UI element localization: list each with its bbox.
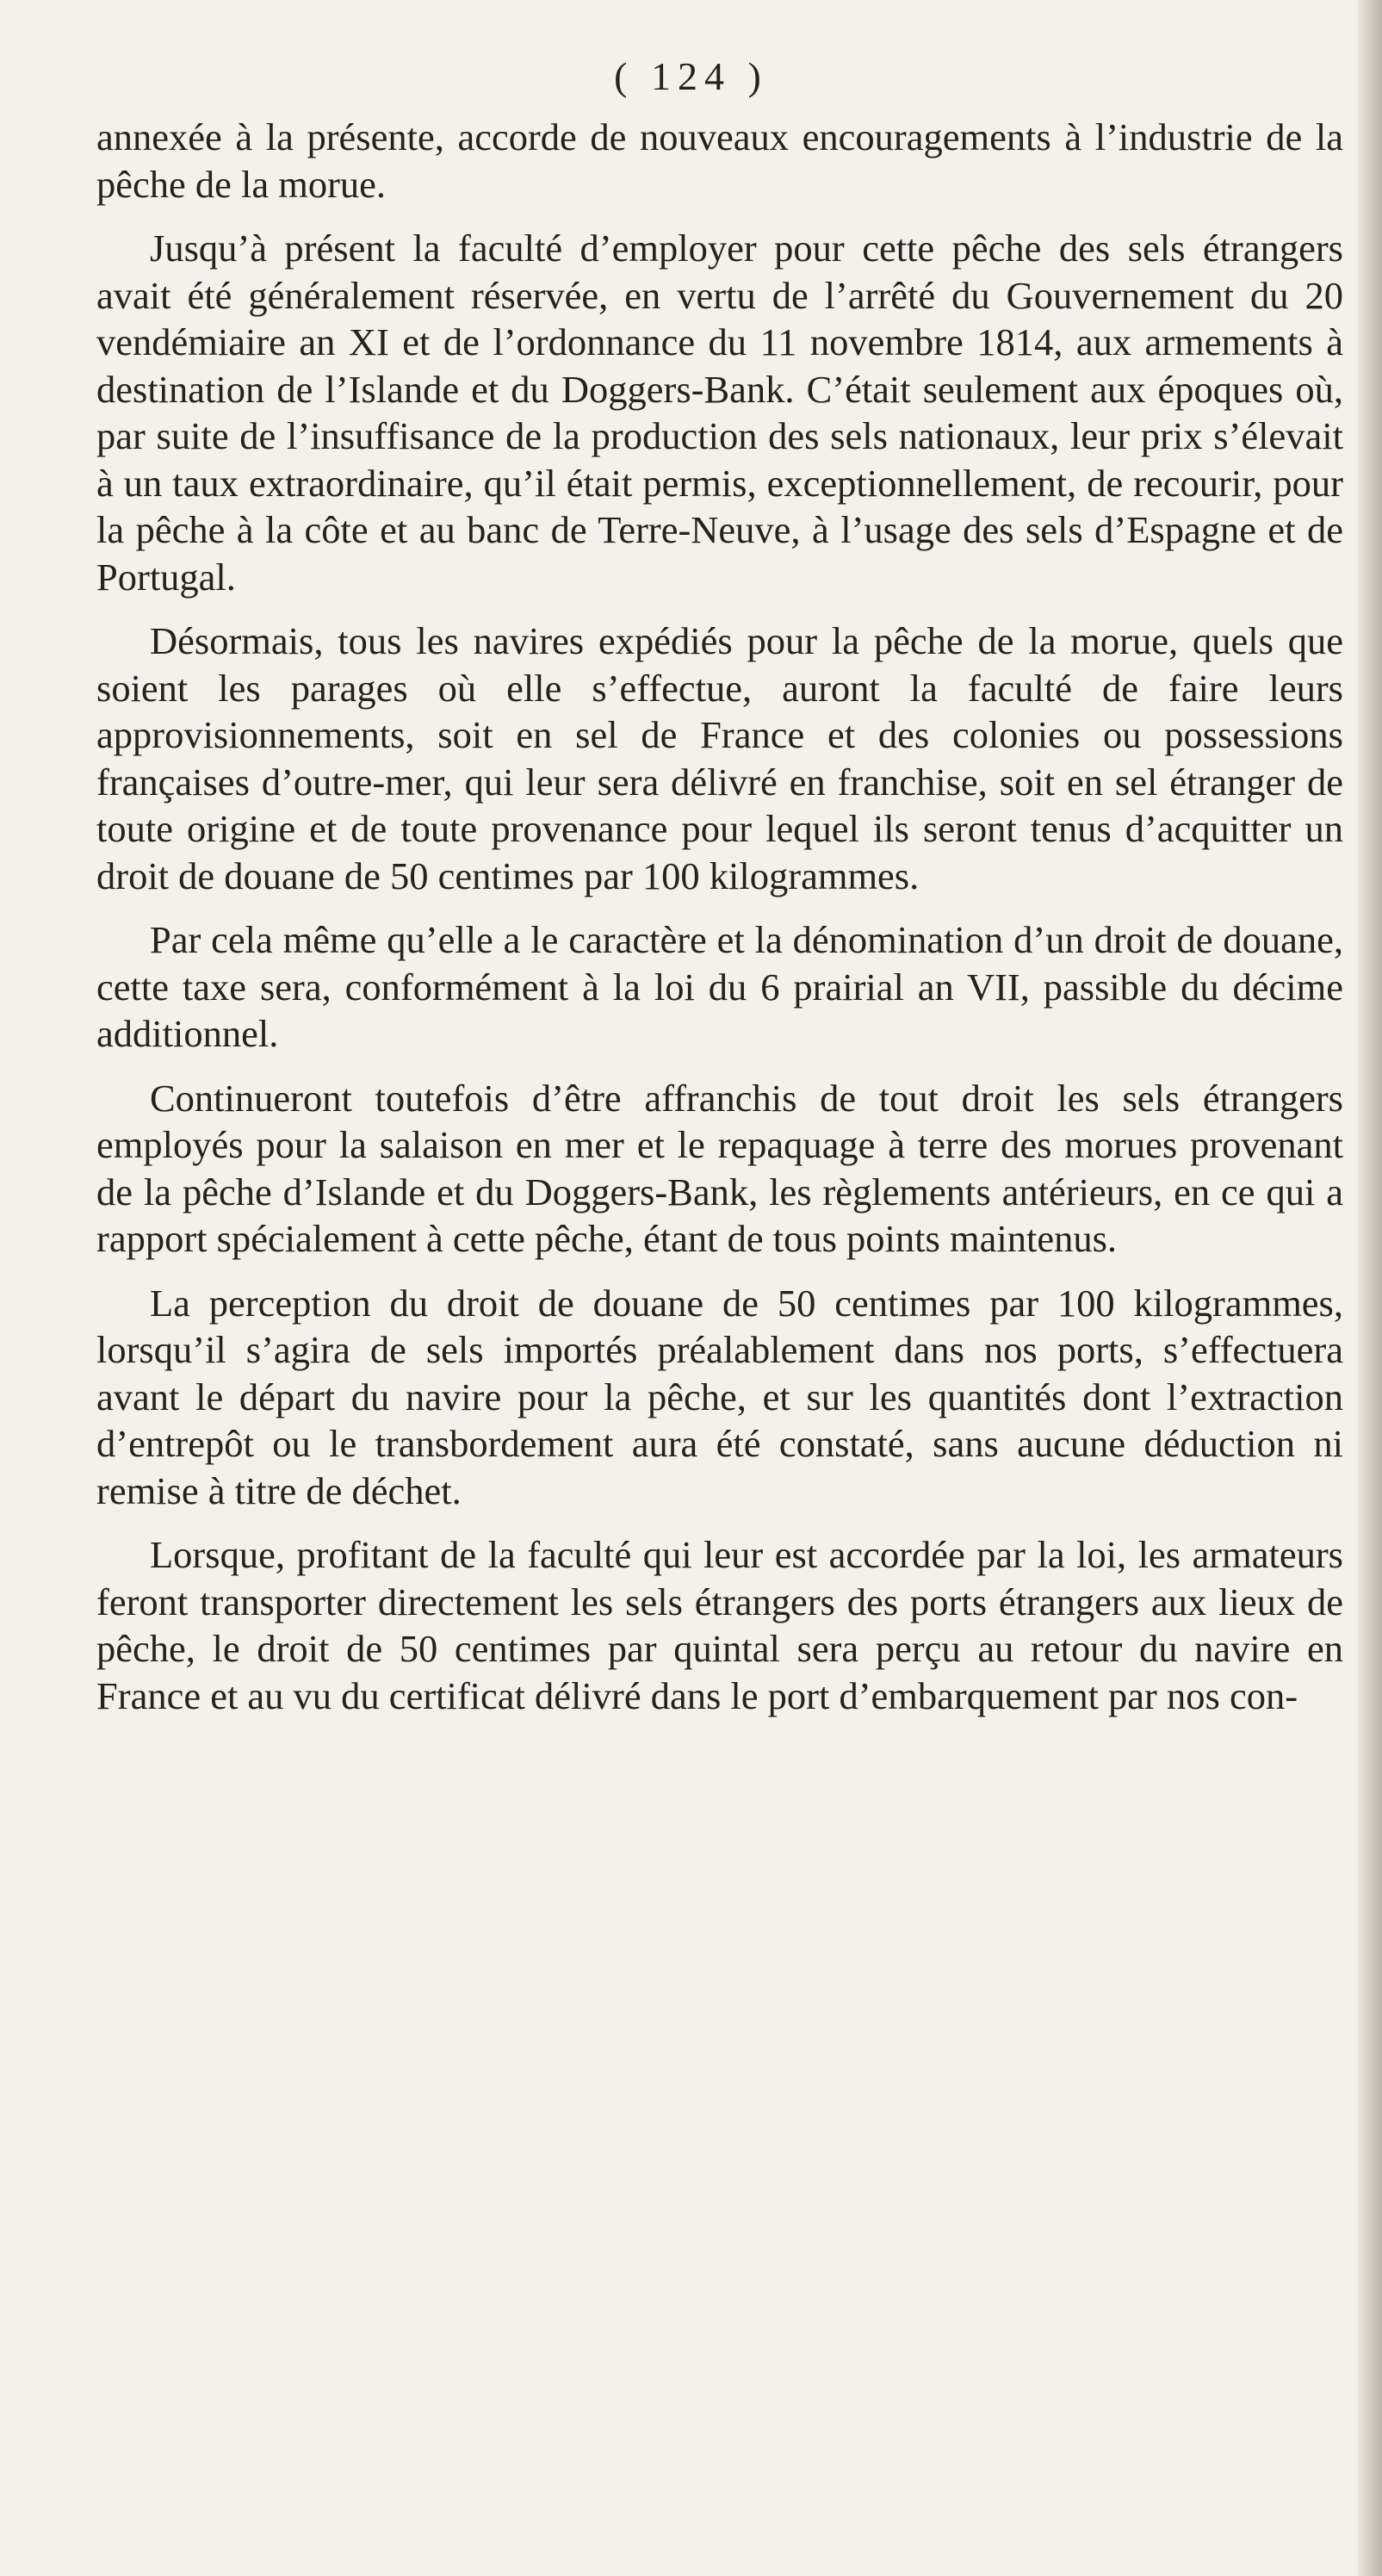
page-body (96, 114, 1343, 1736)
paragraph-2: Jusqu’à présent la faculté d’employer pour cette pêche des sels étrangers avait été généralement réservée, en vertu de l’arrêté du Gouvernement du 20 vendémiaire an XI et de l’ordonnance du 11 novembre 1814, aux armements à destination de l’Islande et du Doggers-Bank. C’était seulement aux époques où, par suite de l’insuffisance de la production des sels nationaux, leur prix s’élevait à un taux extraordinaire, qu’il était permis, exceptionnellement, de recourir, pour la pêche à la côte et au banc de Terre-Neuve, à l’usage des sels d’Espagne et de Portugal. (96, 227, 1343, 599)
paragraph-7: Lorsque, profitant de la faculté qui leur est accordée par la loi, les armateurs feront transporter directement les sels étrangers des ports étrangers aux lieux de pêche, le droit de 50 centimes par quintal sera perçu au retour du navire en France et au vu du certificat délivré dans le port d’embarquement par nos con- (96, 1533, 1343, 1717)
page-edge (1358, 0, 1382, 2576)
page-number: ( 124 ) (614, 54, 768, 98)
paragraph-6: La perception du droit de douane de 50 centimes par 100 kilogrammes, lorsqu’il s’agira de sels importés préalablement dans nos ports, s’effectuera avant le départ du navire pour la pêche, et sur les quantités dont l’extraction d’entrepôt ou le transbordement aura été constaté, sans aucune déduction ni remise à titre de déchet. (96, 1281, 1343, 1512)
paragraph-5: Continueront toutefois d’être affranchis de tout droit les sels étrangers employés pour la salaison en mer et le repaquage à terre des morues provenant de la pêche d’Islande et du Doggers-Bank, les règlements antérieurs, en ce qui a rapport spécialement à cette pêche, étant de tous points maintenus. (96, 1076, 1343, 1260)
paragraph-3: Désormais, tous les navires expédiés pour la pêche de la morue, quels que soient les parages où elle s’effectue, auront la faculté de faire leurs approvisionnements, soit en sel de France et des colonies ou possessions françaises d’outre-mer, qui leur sera délivré en franchise, soit en sel étranger de toute origine et de toute provenance pour lequel ils seront tenus d’acquitter un droit de douane de 50 centimes par 100 kilogrammes. (96, 619, 1343, 897)
paragraph-4: Par cela même qu’elle a le caractère et la dénomination d’un droit de douane, cette taxe sera, conformément à la loi du 6 prairial an VII, passible du décime additionnel. (96, 918, 1343, 1055)
paragraph-1: annexée à la présente, accorde de nouveaux encouragements à l’industrie de la pêche de la morue. (96, 115, 1343, 206)
